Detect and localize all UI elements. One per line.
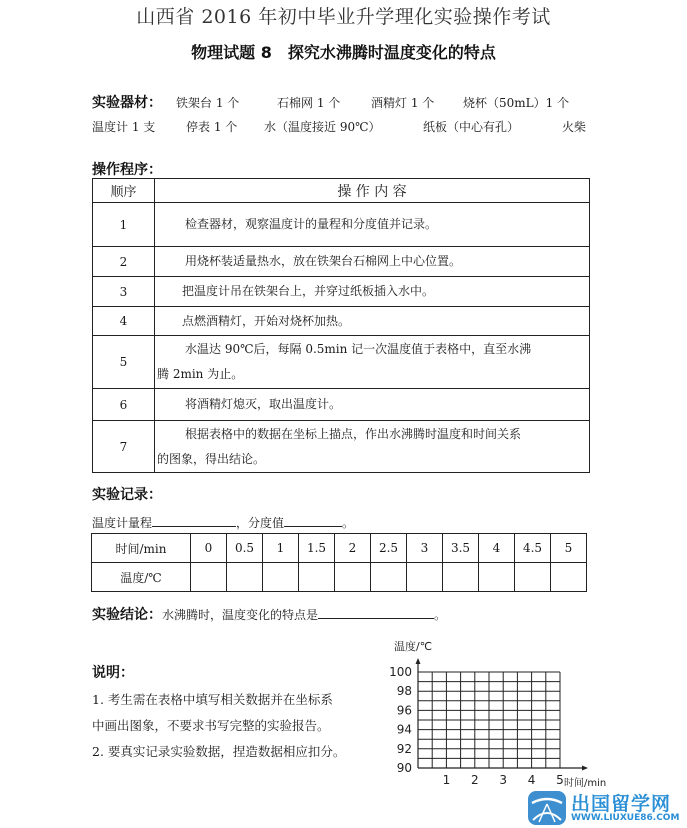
procedure-row-content	[155, 277, 590, 307]
time-cell: 1.5	[299, 534, 335, 563]
y-tick-label: 90	[396, 761, 412, 775]
range-label: 温度计量程	[92, 516, 153, 530]
time-cell: 2	[335, 534, 371, 563]
temperature-cell[interactable]	[371, 563, 407, 592]
equipment-item: 酒精灯 1 个	[371, 96, 435, 110]
note-line: 1. 考生需在表格中填写相关数据并在坐标系	[92, 692, 333, 707]
equipment-item: 火柴	[562, 120, 587, 134]
record-table	[91, 533, 587, 592]
procedure-row-number: 1	[93, 203, 155, 247]
temperature-cell[interactable]	[443, 563, 479, 592]
watermark-cn: 出国留学网	[571, 793, 672, 815]
time-row	[92, 534, 587, 563]
procedure-header-content: 操 作 内 容	[155, 179, 590, 203]
equipment-item: 停表 1 个	[186, 120, 238, 134]
y-tick-label: 96	[396, 703, 412, 718]
temperature-cell[interactable]	[263, 563, 299, 592]
procedure-row	[93, 247, 590, 277]
division-label: ，分度值	[236, 516, 285, 530]
procedure-row-number: 2	[93, 247, 155, 277]
y-tick-label: 100	[389, 665, 412, 679]
procedure-row-number: 6	[93, 389, 155, 421]
y-axis-arrow	[416, 658, 421, 664]
procedure-row-content	[155, 389, 590, 421]
x-axis-label: 时间/min	[564, 778, 607, 788]
period: 。	[342, 516, 355, 530]
y-tick-label: 98	[396, 684, 412, 699]
time-cell: 2.5	[371, 534, 407, 563]
procedure-row-number: 3	[93, 277, 155, 307]
time-header: 时间/min	[92, 534, 191, 563]
time-cell: 4	[479, 534, 515, 563]
time-cell: 1	[263, 534, 299, 563]
procedure-row-text-cont: 腾 2min 为止。	[157, 367, 244, 381]
y-axis-label: 温度/℃	[394, 640, 433, 653]
procedure-row-number: 4	[93, 307, 155, 336]
x-tick-label: 2	[470, 773, 479, 787]
period: 。	[434, 608, 447, 622]
procedure-row	[93, 421, 590, 473]
temperature-cell[interactable]	[407, 563, 443, 592]
temperature-cell[interactable]	[515, 563, 551, 592]
y-tick-label: 94	[396, 722, 412, 737]
procedure-row-number: 7	[93, 421, 155, 473]
record-label: 实验记录：	[92, 487, 162, 503]
procedure-row-text: 水温达 90℃后，每隔 0.5min 记一次温度值于表格中，直至水沸	[185, 342, 532, 356]
x-tick-label: 5	[556, 773, 564, 787]
procedure-header-order: 顺序	[93, 179, 155, 203]
thermometer-info-line	[92, 514, 354, 531]
note-line: 中画出图象，不要求书写完整的实验报告。	[92, 718, 330, 733]
temperature-row	[92, 563, 587, 592]
x-tick-label: 4	[527, 773, 536, 787]
x-tick-label: 3	[499, 773, 508, 787]
procedure-label: 操作程序：	[92, 162, 162, 178]
watermark-url: WWW.LIUXUE86.COM	[571, 813, 680, 823]
time-cell: 3	[407, 534, 443, 563]
temperature-cell[interactable]	[299, 563, 335, 592]
procedure-row	[93, 336, 590, 389]
temperature-cell[interactable]	[191, 563, 227, 592]
procedure-row-text: 用烧杯装适量热水，放在铁架台石棉网上中心位置。	[185, 254, 462, 268]
temperature-cell[interactable]	[551, 563, 587, 592]
procedure-row-content	[155, 307, 590, 336]
equipment-item: 石棉网 1 个	[277, 96, 341, 110]
procedure-row-text: 把温度计吊在铁架台上，并穿过纸板插入水中。	[182, 284, 435, 298]
conclusion-text: 水沸腾时，温度变化的特点是	[162, 608, 319, 622]
equipment-item: 纸板（中心有孔）	[423, 120, 520, 134]
experiment-title: 物理试题 8 探究水沸腾时温度变化的特点	[191, 43, 496, 62]
procedure-row-content	[155, 203, 590, 247]
procedure-row-text: 将酒精灯熄灭，取出温度计。	[185, 397, 342, 411]
equipment-item: 烧杯（50mL）1 个	[463, 96, 570, 110]
procedure-row-text-cont: 的图象，得出结论。	[157, 451, 266, 466]
time-cell: 0.5	[227, 534, 263, 563]
watermark-logo	[527, 789, 687, 828]
time-cell: 4.5	[515, 534, 551, 563]
time-cell: 3.5	[443, 534, 479, 563]
temperature-header: 温度/℃	[92, 563, 191, 592]
globe-logo-icon	[527, 790, 567, 826]
procedure-row-text: 根据表格中的数据在坐标上描点，作出水沸腾时温度和时间关系	[185, 426, 522, 441]
equipment-item: 温度计 1 支	[92, 120, 156, 134]
x-axis-arrow	[582, 766, 588, 771]
temperature-time-chart	[380, 638, 610, 788]
y-tick-label: 92	[396, 741, 412, 756]
temperature-cell[interactable]	[479, 563, 515, 592]
conclusion-blank[interactable]	[318, 606, 434, 619]
notes-label: 说明：	[92, 665, 134, 681]
division-blank[interactable]	[284, 514, 342, 527]
procedure-row	[93, 203, 590, 247]
exam-title: 山西省 2016 年初中毕业升学理化实验操作考试	[136, 6, 551, 28]
procedure-row-text: 检查器材，观察温度计的量程和分度值并记录。	[185, 217, 438, 231]
temperature-cell[interactable]	[335, 563, 371, 592]
procedure-row-number: 5	[93, 336, 155, 389]
procedure-row	[93, 277, 590, 307]
x-tick-label: 1	[442, 773, 451, 787]
equipment-item: 铁架台 1 个	[176, 96, 240, 110]
note-line: 2. 要真实记录实验数据，捏造数据相应扣分。	[92, 744, 346, 759]
procedure-row-text: 点燃酒精灯，开始对烧杯加热。	[182, 313, 351, 328]
time-cell: 5	[551, 534, 587, 563]
time-cell: 0	[191, 534, 227, 563]
procedure-row-content	[155, 421, 590, 473]
temperature-cell[interactable]	[227, 563, 263, 592]
procedure-row	[93, 307, 590, 336]
procedure-row	[93, 389, 590, 421]
range-blank[interactable]	[152, 514, 236, 527]
equipment-label: 实验器材：	[92, 95, 162, 111]
equipment-item: 水（温度接近 90℃）	[264, 120, 381, 134]
conclusion-line	[92, 604, 446, 624]
procedure-table	[92, 178, 590, 473]
procedure-row-content	[155, 336, 590, 389]
conclusion-label: 实验结论：	[92, 607, 162, 623]
procedure-row-content	[155, 247, 590, 277]
